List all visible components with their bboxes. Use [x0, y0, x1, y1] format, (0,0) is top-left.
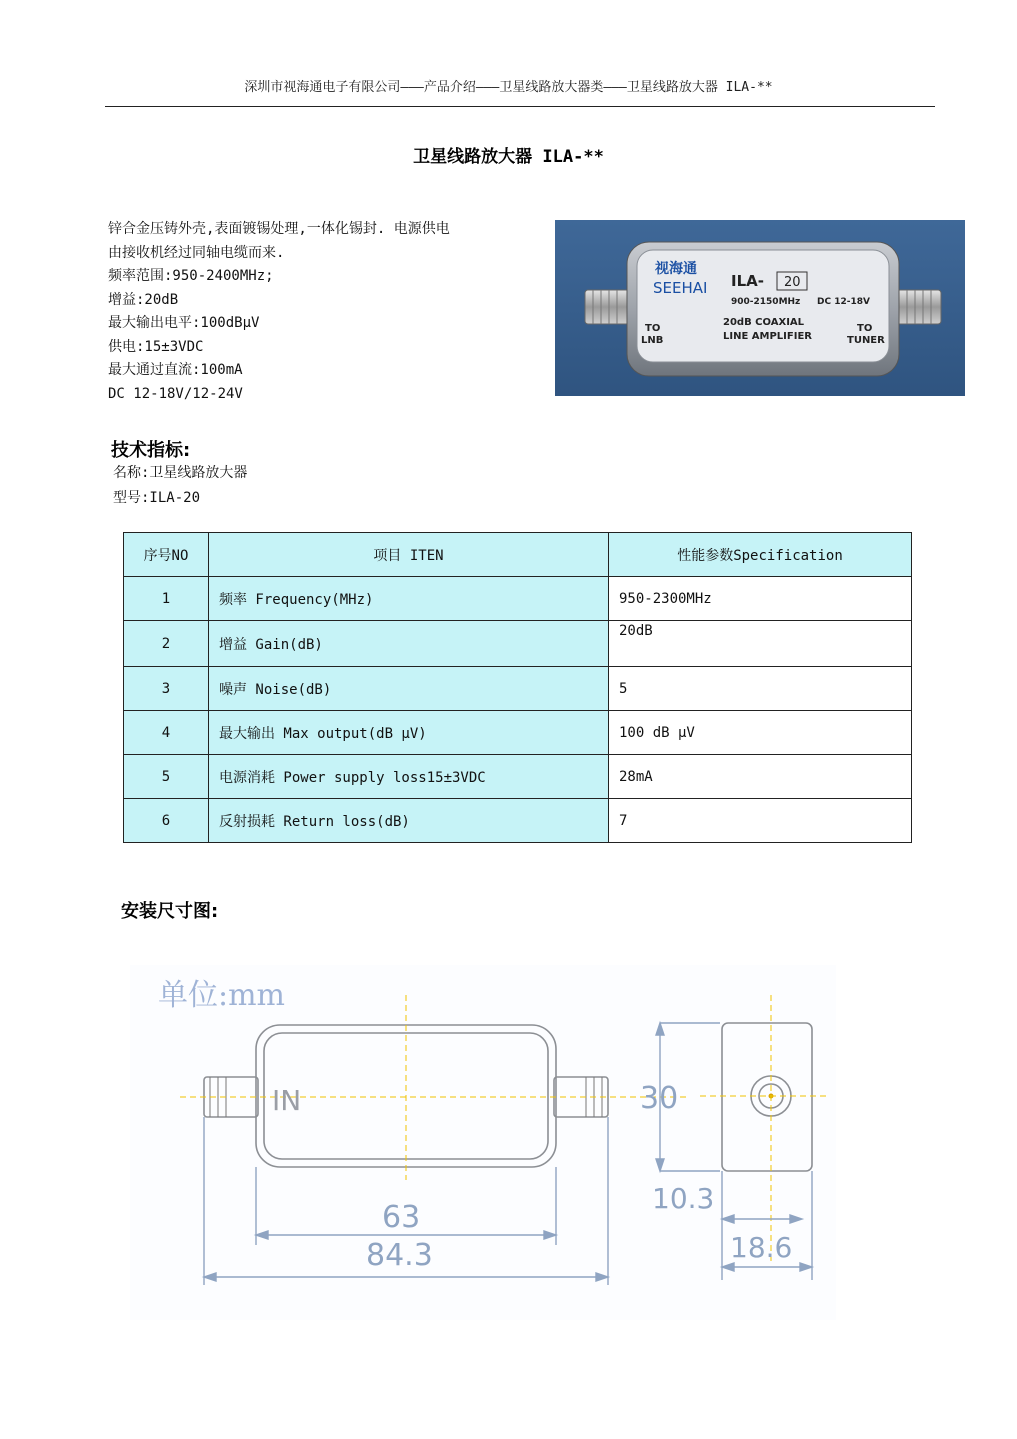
photo-to-left: TO — [645, 323, 661, 334]
intro-line: 供电:15±3VDC — [108, 338, 204, 355]
row-item: 噪声 Noise(dB) — [209, 667, 609, 711]
row-value: 100 dB μV — [609, 711, 912, 755]
spec-table — [123, 532, 912, 843]
table-row — [124, 667, 912, 711]
row-item: 增益 Gain(dB) — [209, 621, 609, 667]
photo-lnb: LNB — [641, 335, 664, 346]
brand-en: SEEHAI — [653, 279, 708, 297]
dim-10-3: 10.3 — [652, 1182, 715, 1215]
row-item: 电源消耗 Power supply loss15±3VDC — [209, 755, 609, 799]
table-row — [124, 621, 912, 667]
row-no: 6 — [124, 799, 209, 843]
document-title: 卫星线路放大器 ILA-** — [413, 147, 604, 167]
photo-line2: LINE AMPLIFIER — [723, 331, 812, 342]
dim-body-length: 63 — [382, 1200, 421, 1235]
column-header-spec: 性能参数Specification — [609, 533, 912, 577]
column-header-item: 项目 ITEN — [209, 533, 609, 577]
spec-heading: 技术指标: — [111, 440, 191, 461]
row-value: 5 — [609, 667, 912, 711]
row-no: 4 — [124, 711, 209, 755]
table-header-row — [124, 533, 912, 577]
unit-label: 单位:mm — [158, 978, 286, 1013]
photo-to-right: TO — [857, 323, 873, 334]
dim-total-length: 84.3 — [366, 1238, 433, 1273]
photo-freq: 900-2150MHz — [731, 297, 801, 307]
intro-line: 最大输出电平:100dBμV — [108, 315, 260, 331]
brand-cn: 视海通 — [655, 261, 697, 277]
table-row — [124, 711, 912, 755]
row-value: 28mA — [609, 755, 912, 799]
intro-line: 最大通过直流:100mA — [108, 362, 243, 378]
row-no: 3 — [124, 667, 209, 711]
table-row — [124, 755, 912, 799]
photo-dc: DC 12-18V — [817, 297, 870, 307]
dim-height: 30 — [640, 1081, 679, 1116]
intro-line: 频率范围:950-2400MHz; — [108, 268, 274, 284]
model-prefix: ILA- — [731, 272, 764, 290]
row-item: 频率 Frequency(MHz) — [209, 577, 609, 621]
row-value: 950-2300MHz — [609, 577, 912, 621]
row-no: 2 — [124, 621, 209, 667]
page-header: 深圳市视海通电子有限公司———产品介绍———卫星线路放大器类———卫星线路放大器 ILA-** — [244, 80, 773, 95]
column-header-no: 序号NO — [124, 533, 209, 577]
intro-description — [108, 218, 548, 406]
photo-line1: 20dB COAXIAL — [723, 317, 805, 328]
intro-line: 锌合金压铸外壳,表面镀锡处理,一体化锡封. 电源供电 — [108, 221, 450, 237]
model-number: 20 — [784, 275, 801, 290]
intro-line: 由接收机经过同轴电缆而来. — [108, 244, 285, 261]
product-photo — [555, 220, 965, 396]
row-value: 7 — [609, 799, 912, 843]
intro-line: DC 12-18V/12-24V — [108, 385, 243, 402]
photo-tuner: TUNER — [847, 335, 885, 346]
table-row — [124, 799, 912, 843]
header-divider — [105, 106, 935, 107]
row-no: 5 — [124, 755, 209, 799]
row-no: 1 — [124, 577, 209, 621]
intro-line: 增益:20dB — [108, 291, 179, 308]
spec-name: 名称:卫星线路放大器 — [113, 465, 248, 481]
install-heading: 安装尺寸图: — [121, 901, 219, 922]
dimension-drawing — [130, 965, 836, 1320]
dim-width: 18.6 — [730, 1231, 793, 1264]
spec-model: 型号:ILA-20 — [113, 490, 201, 506]
in-label: IN — [272, 1084, 302, 1117]
row-item: 最大输出 Max output(dB μV) — [209, 711, 609, 755]
table-row — [124, 577, 912, 621]
row-value: 20dB — [609, 621, 912, 667]
row-item: 反射损耗 Return loss(dB) — [209, 799, 609, 843]
